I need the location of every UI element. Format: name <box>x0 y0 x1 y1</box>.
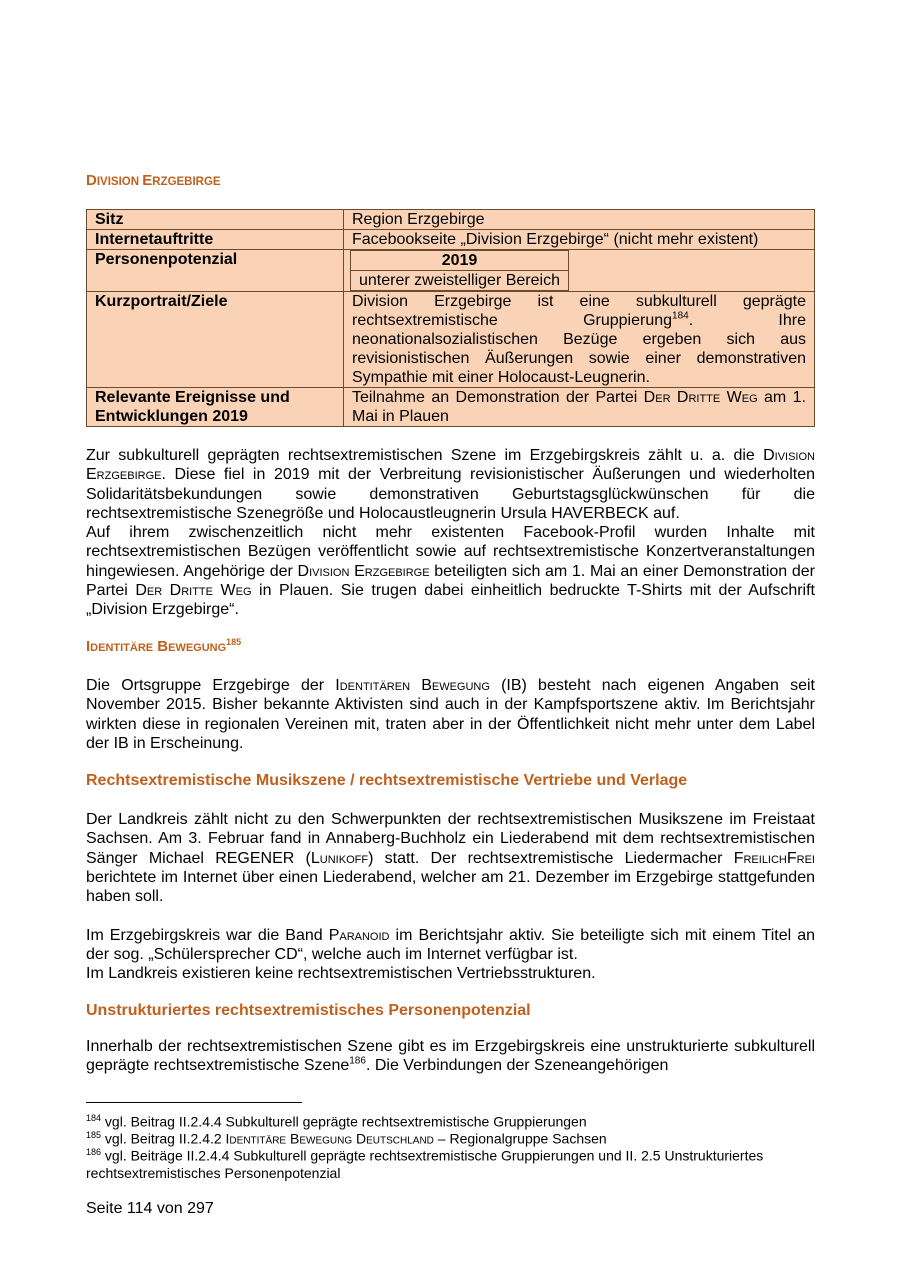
footnote-184: $^{184}$ vgl. Beitrag II.2.4.4 Subkulturell geprägte rechtsextremistische Gruppierungen <box>86 1113 587 1130</box>
sitz-label: Sitz <box>87 210 344 230</box>
ereignisse-value: Teilnahme an Demonstration der Partei Der Dritte Weg am 1. Mai in Plauen <box>344 388 815 427</box>
footnote-ref-184: 184 <box>672 310 689 322</box>
internet-label: Internetauftritte <box>87 230 344 250</box>
paragraph: Die Ortsgruppe Erzgebirge der Identitären Bewegung (IB) besteht nach eigenen Angaben seit November 2015. Bisher bekannte Aktivisten sind auch in der Kampfsportszene aktiv. Im Berichtsjahr wirkten diese in regionalen Vereinen mit, traten aber in der Öffentlichkeit nicht mehr unter dem Label der IB in Erscheinung. <box>86 677 815 752</box>
paragraph: Im Landkreis existieren keine rechtsextremistischen Vertriebsstrukturen. <box>86 965 596 982</box>
page-number: Seite 114 von 297 <box>86 1200 214 1217</box>
footnote-186: $^{186}$ vgl. Beiträge II.2.4.4 Subkulturell geprägte rechtsextremistische Gruppierungen und II. 2.5 Unstrukturiertes rechtsextremistisches Personenpotenzial <box>86 1147 764 1181</box>
division-erzgebirge-table <box>86 209 815 427</box>
table-row <box>87 388 815 427</box>
paragraph: Auf ihrem zwischenzeitlich nicht mehr existenten Facebook-Profil wurden Inhalte mit rechtsextremistischen Bezügen veröffentlicht sowie auf rechtsextremistische Konzertveranstaltungen hingewiesen. Angehörige der Division Erzgebirge beteiligten sich am 1. Mai an einer Demonstration der Partei Der Dritte Weg in Plauen. Sie trugen dabei einheitlich bedruckte T-Shirts mit der Aufschrift „Division Erzgebirge“. <box>86 524 815 619</box>
personen-year: 2019 <box>351 251 569 271</box>
table-row <box>87 292 815 388</box>
footnote-ref-186: 186 <box>349 1055 366 1067</box>
paragraph: Der Landkreis zählt nicht zu den Schwerpunkten der rechtsextremistischen Musikszene im Freistaat Sachsen. Am 3. Februar fand in Annaberg-Buchholz ein Liederabend mit dem rechtsextremistischen Sänger Michael REGENER (Lunikoff) statt. Der rechtsextremistische Liedermacher FreilichFrei berichtete im Internet über einen Liederabend, welcher am 21. Dezember im Erzgebirge stattgefunden haben soll. <box>86 811 815 906</box>
sitz-value: Region Erzgebirge <box>344 210 815 230</box>
table-row <box>87 250 815 292</box>
paragraph: Innerhalb der rechtsextremistischen Szene gibt es im Erzgebirgskreis eine unstrukturierte subkulturell geprägte rechtsextremistische Szene$^{186}$. Die Verbindungen der Szeneangehörigen <box>86 1038 815 1075</box>
personen-label: Personenpotenzial <box>87 250 344 292</box>
personen-subtable <box>350 250 569 291</box>
heading-unstrukturiertes-potenzial: Unstrukturiertes rechtsextremistisches Personenpotenzial <box>86 1002 531 1019</box>
paragraph: Zur subkulturell geprägten rechtsextremistischen Szene im Erzgebirgskreis zählt u. a. die Division Erzgebirge. Diese fiel in 2019 mit der Verbreitung revisionistischer Äußerungen und wiederholten Solidaritätsbekundungen sowie demonstrativen Geburtstagsglückwünschen für die rechtsextremistische Szenegröße und Holocaustleugnerin Ursula HAVERBECK auf. <box>86 447 815 522</box>
heading-musikszene: Rechtsextremistische Musikszene / rechtsextremistische Vertriebe und Verlage <box>86 772 688 789</box>
internet-value: Facebookseite „Division Erzgebirge“ (nicht mehr existent) <box>344 230 815 250</box>
footnote-185: $^{185}$ vgl. Beitrag II.2.4.2 Identitäre Bewegung Deutschland – Regionalgruppe Sachsen <box>86 1130 607 1147</box>
heading-identitaere-bewegung: Identitäre Bewegung$^{185}$ <box>86 637 242 655</box>
ereignisse-label: Relevante Ereignisse und Entwicklungen 2019 <box>87 388 344 427</box>
table-row <box>87 210 815 230</box>
footnote-ref-185: 185 <box>226 637 242 647</box>
personen-value-cell <box>344 250 815 292</box>
kurzportrait-label: Kurzportrait/Ziele <box>87 292 344 388</box>
heading-division-erzgebirge: DIVISION ERZGEBIRGE <box>86 172 221 189</box>
table-row <box>87 230 815 250</box>
paragraph: Im Erzgebirgskreis war die Band Paranoid im Berichtsjahr aktiv. Sie beteiligte sich mit einem Titel an der sog. „Schülersprecher CD“, welche auch im Internet verfügbar ist. <box>86 927 816 964</box>
kurzportrait-value: Division Erzgebirge ist eine subkulturell geprägte rechtsextremistische Gruppierung$^{184}$. Ihre neonationalsozialistischen Bezüge ergeben sich aus revisionistischen Äußerungen sowie einer demonstrativen Sympathie mit einer Holocaust-Leugnerin. <box>344 292 815 388</box>
footnote-divider <box>86 1102 302 1103</box>
personen-value: unterer zweistelliger Bereich <box>351 271 569 291</box>
